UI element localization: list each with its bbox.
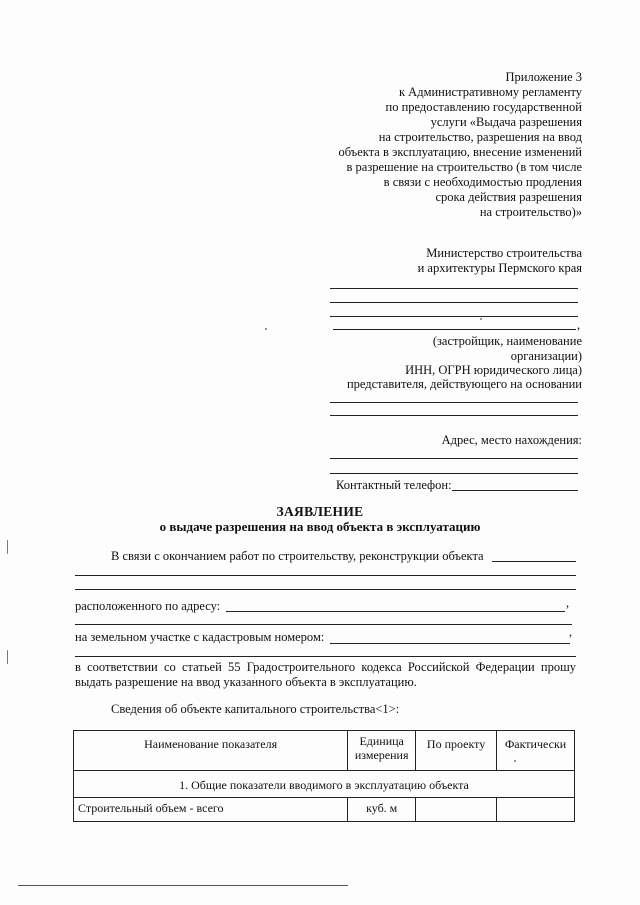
appendix-line: Приложение 3 bbox=[505, 70, 582, 84]
applicant-blank-line[interactable] bbox=[330, 302, 578, 303]
appendix-line: на строительство)» bbox=[479, 205, 582, 219]
object-info-table bbox=[73, 730, 575, 822]
row-unit: куб. м bbox=[348, 798, 416, 822]
object-blank-line[interactable] bbox=[75, 575, 576, 576]
row-indicator-name: Строительный объем - всего bbox=[74, 798, 348, 822]
table-header-row bbox=[74, 731, 575, 771]
representative-blank-line[interactable] bbox=[330, 402, 578, 403]
object-address-line[interactable] bbox=[75, 624, 572, 625]
document-title: ЗАЯВЛЕНИЕ bbox=[276, 504, 364, 519]
applicant-note: представителя, действующего на основании bbox=[346, 377, 582, 391]
comma-mark: , bbox=[569, 625, 573, 639]
comma-mark: , bbox=[566, 596, 570, 610]
recipient-line: и архитектуры Пермского края bbox=[417, 261, 582, 275]
appendix-line: на строительство, разрешения на ввод bbox=[378, 130, 582, 144]
object-blank-line[interactable] bbox=[75, 589, 576, 590]
request-text-line1: в соответствии со статьей 55 Градостроительного кодекса Российской Федерации прошу bbox=[75, 660, 576, 674]
representative-blank-line[interactable] bbox=[330, 415, 578, 416]
table-row bbox=[74, 798, 575, 822]
address-label: Адрес, место нахождения: bbox=[441, 433, 582, 447]
appendix-line: срока действия разрешения bbox=[435, 190, 582, 204]
applicant-note: организации) bbox=[510, 349, 582, 363]
appendix-line: в разрешение на строительство (в том числе bbox=[346, 160, 582, 174]
cadastral-number-line[interactable] bbox=[330, 643, 570, 644]
scan-speck bbox=[480, 318, 482, 320]
row-project-value[interactable] bbox=[416, 798, 497, 822]
header-unit: Единица измерения bbox=[348, 731, 416, 771]
applicant-note: ИНН, ОГРН юридического лица) bbox=[405, 363, 582, 377]
scan-speck bbox=[7, 650, 8, 664]
appendix-line: по предоставлению государственной bbox=[385, 100, 582, 114]
appendix-line: в связи с необходимостью продления bbox=[383, 175, 582, 189]
header-indicator: Наименование показателя bbox=[74, 731, 348, 771]
address-blank-line[interactable] bbox=[330, 473, 578, 474]
appendix-line: к Административному регламенту bbox=[398, 85, 582, 99]
applicant-note: (застройщик, наименование bbox=[432, 334, 582, 348]
address-blank-line[interactable] bbox=[330, 458, 578, 459]
applicant-blank-line[interactable] bbox=[333, 329, 576, 330]
object-blank-line[interactable] bbox=[492, 561, 576, 562]
header-actual: Фактически bbox=[497, 731, 575, 771]
scan-speck bbox=[7, 540, 8, 554]
header-project: По проекту bbox=[416, 731, 497, 771]
applicant-blank-line[interactable] bbox=[330, 316, 578, 317]
phone-blank-line[interactable] bbox=[452, 490, 578, 491]
comma-mark: , bbox=[577, 318, 581, 332]
request-text-line2: выдать разрешение на ввод указанного объекта в эксплуатацию. bbox=[75, 675, 417, 689]
scan-speck bbox=[514, 760, 516, 762]
applicant-blank-line[interactable] bbox=[330, 288, 578, 289]
table-section-row bbox=[74, 771, 575, 798]
recipient-line: Министерство строительства bbox=[426, 246, 582, 260]
address-field-label: расположенного по адресу: bbox=[75, 599, 221, 613]
object-address-line[interactable] bbox=[226, 611, 565, 612]
scan-edge-line bbox=[18, 885, 348, 886]
section-title: 1. Общие показатели вводимого в эксплуатацию объекта bbox=[74, 771, 575, 798]
row-actual-value[interactable] bbox=[497, 798, 575, 822]
document-subtitle: о выдаче разрешения на ввод объекта в эксплуатацию bbox=[159, 519, 481, 534]
cadastral-label: на земельном участке с кадастровым номером: bbox=[75, 630, 325, 644]
appendix-line: объекта в эксплуатацию, внесение изменений bbox=[338, 145, 582, 159]
scan-speck bbox=[265, 328, 267, 330]
cadastral-blank-line[interactable] bbox=[75, 656, 576, 657]
intro-text: В связи с окончанием работ по строительству, реконструкции объекта bbox=[111, 549, 484, 563]
info-intro: Сведения об объекте капитального строительства<1>: bbox=[111, 702, 400, 716]
appendix-line: услуги «Выдача разрешения bbox=[430, 115, 582, 129]
phone-label: Контактный телефон: bbox=[336, 478, 452, 492]
